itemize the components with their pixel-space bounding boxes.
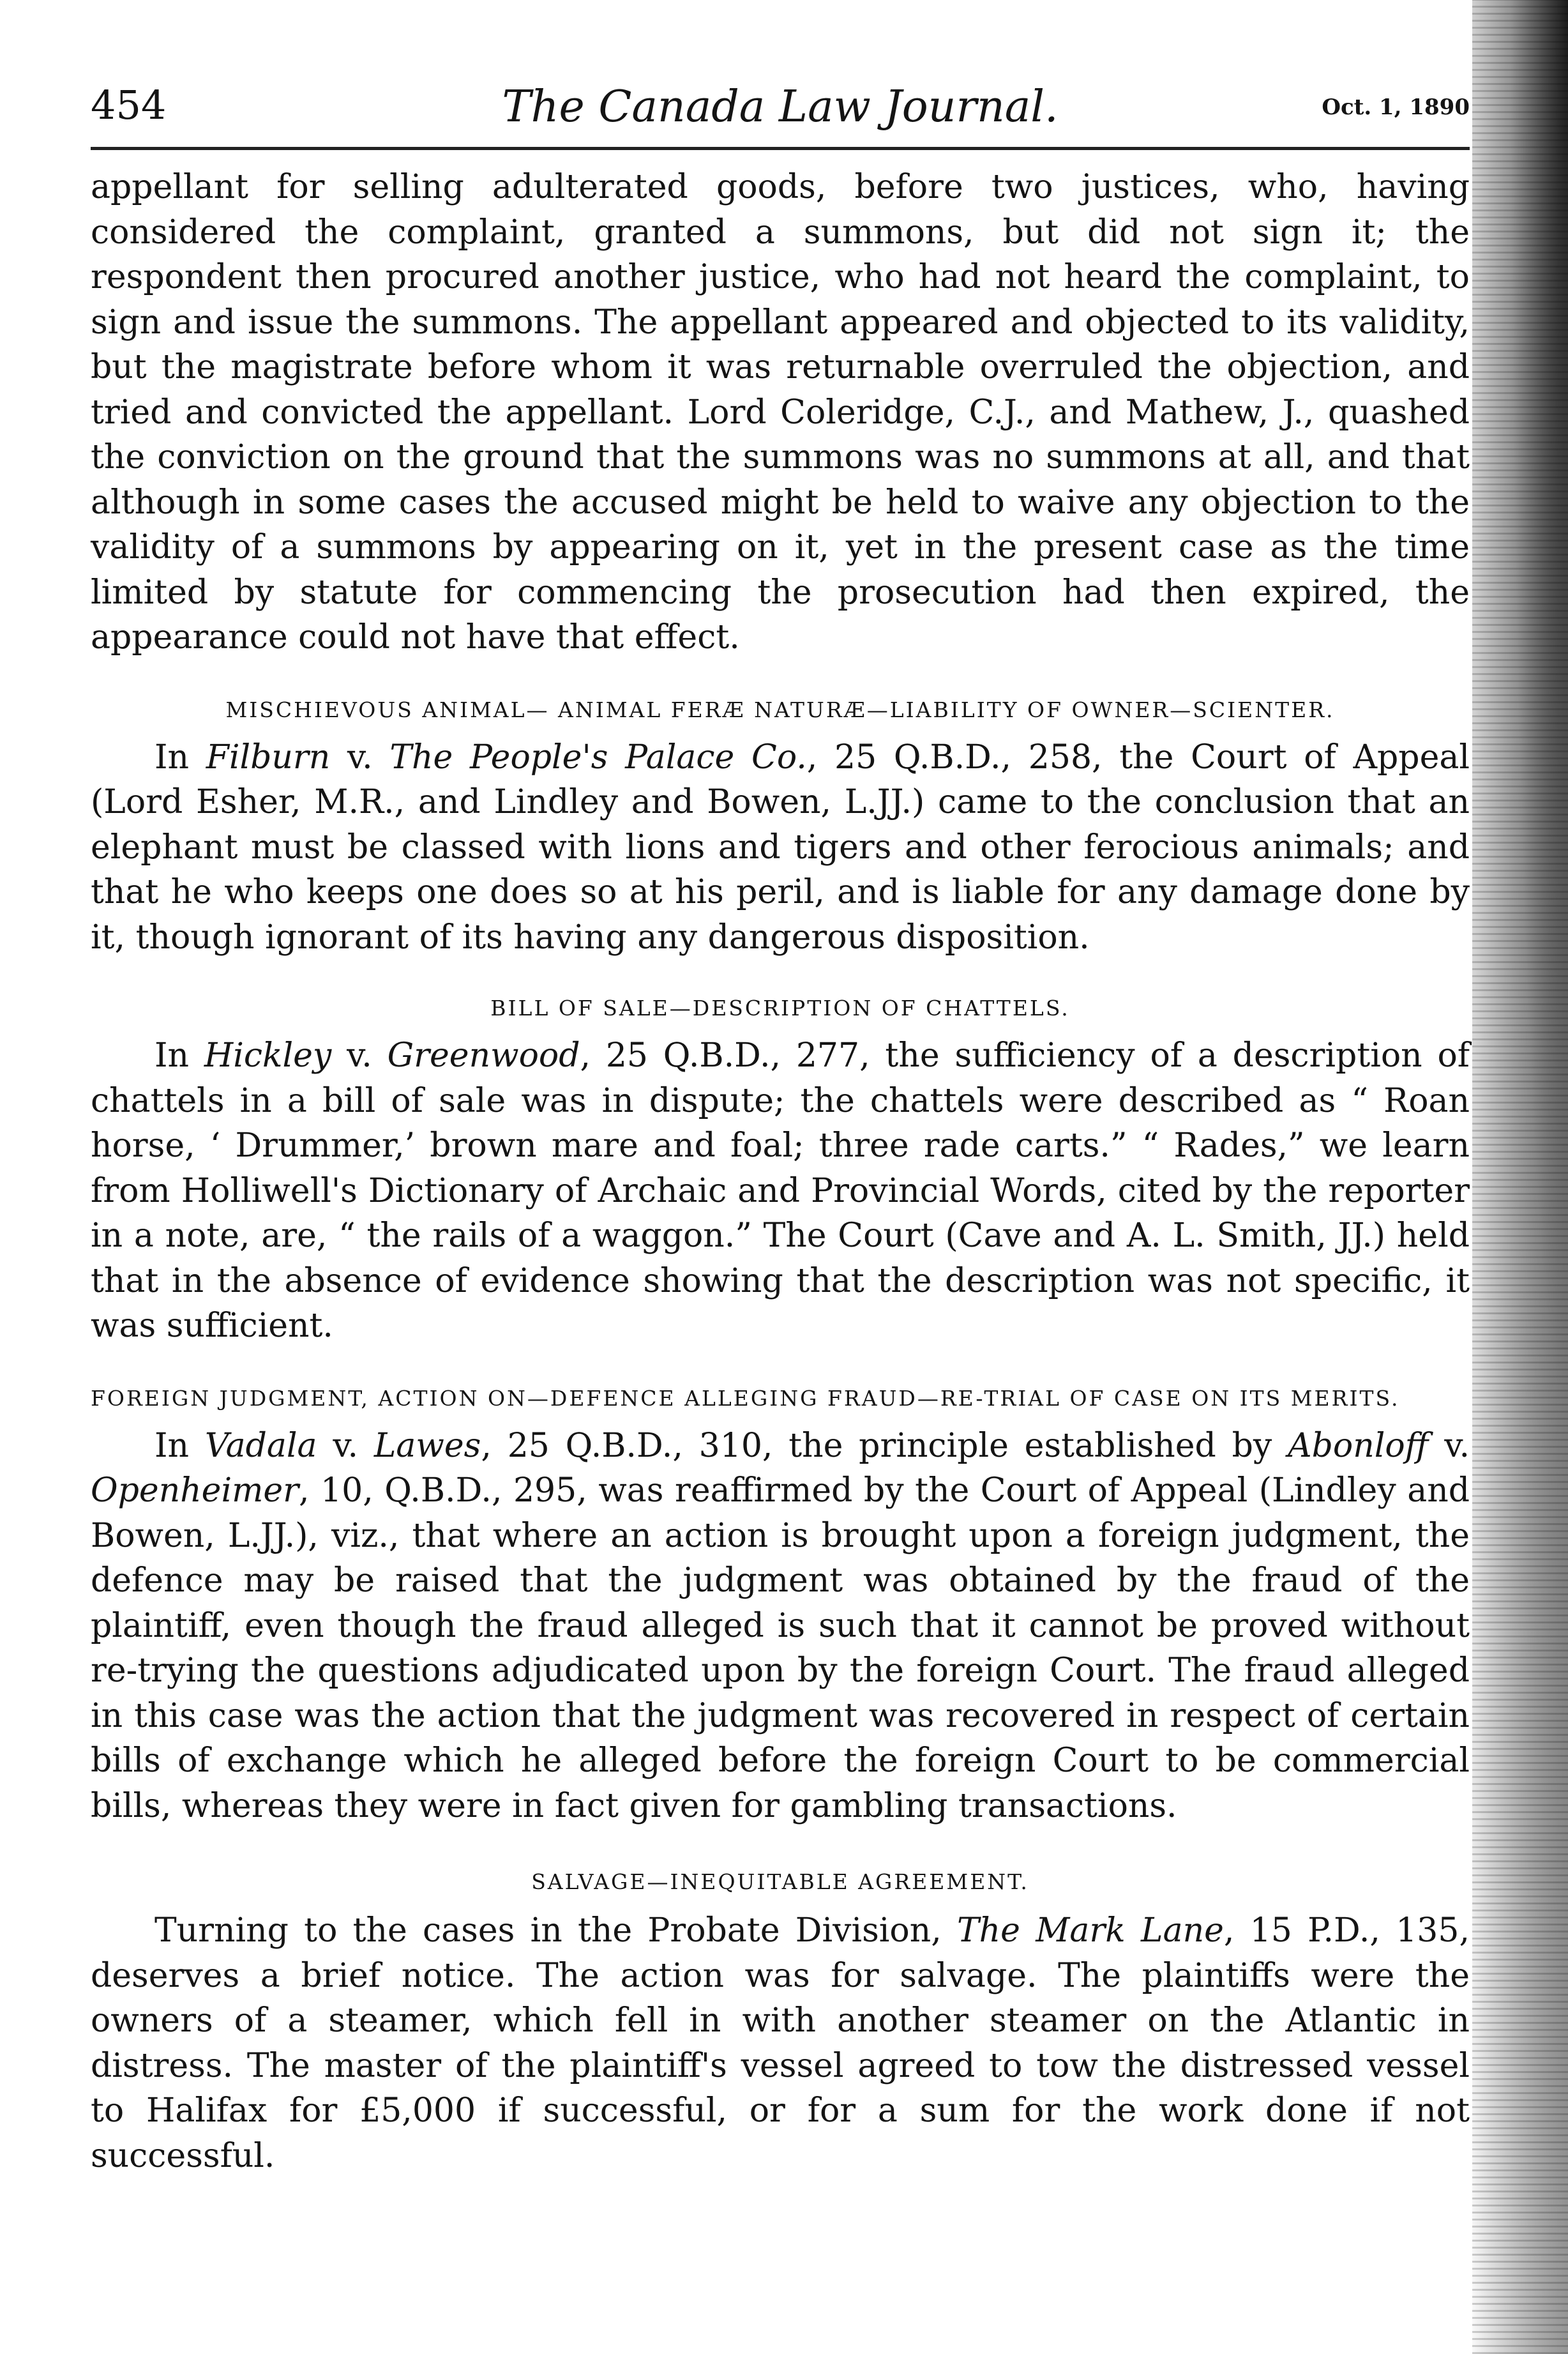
versus: v. (331, 1037, 388, 1075)
paragraph-mark-lane (91, 1908, 1470, 2178)
paragraph-hickley (91, 1033, 1470, 1349)
intro-paragraph: appellant for selling adulterated goods, before two justices, who, having considered the complaint, granted a summons, but did not sign it; the respondent then procured another justice, who had not heard the complaint, to sign and issue the summons. The appellant appeared and objected to its validity, but the magistrate before whom it was returnable overruled the objection, and tried and convicted the appellant. Lord Coleridge, C.J., and Mathew, J., quashed the conviction on the ground that the summons was no summons at all, and that although in some cases the accused might be held to waive any objection to the validity of a summons by appearing on it, yet in the present case as the time limited by statute for commencing the prosecution had then expired, the appearance could not have that effect. (91, 168, 1470, 657)
lead-text: Turning to the cases in the Probate Division, (155, 1911, 957, 1950)
lead-text: In (155, 1426, 205, 1465)
paragraph-text: , 25 Q.B.D., 258, the Court of Appeal (Lord Esher, M.R., and Lindley and Bowen, L.JJ.) came to the conclusion that an elephant must be classed with lions and tigers and other ferocious animals; and that he who keeps one does so at his peril, and is liable for any damage done by it, though ignorant of its having any dangerous disposition. (91, 738, 1470, 957)
paragraph-vadala (91, 1424, 1470, 1829)
case-name: Greenwood (387, 1037, 580, 1075)
case-name: The Mark Lane (956, 1911, 1224, 1950)
page-body (91, 165, 1470, 2178)
paragraph-text: , 15 P.D., 135, deserves a brief notice. The action was for salvage. The plaintiffs were the owners of a steamer, which fell in with another steamer on the Atlantic in distress. The master of the plaintiff's vessel agreed to tow the distressed vessel to Halifax for £5,000 if successful, or for a sum for the work done if not successful. (91, 1911, 1470, 2175)
paragraph-text: , 25 Q.B.D., 277, the sufficiency of a description of chattels in a bill of sale was in dispute; the chattels were described as “ Roan horse, ‘ Drummer,’ brown mare and foal; three rade carts.” “ Rades,” we learn from Holliwell's Dictionary of Archaic and Provincial Words, cited by the reporter in a note, are, “ the rails of a waggon.” The Court (Cave and A. L. Smith, JJ.) held that in the absence of evidence showing that the description was not specific, it was sufficient. (91, 1037, 1470, 1345)
case-name: Hickley (204, 1037, 332, 1075)
section-heading-foreign-judgment: FOREIGN JUDGMENT, ACTION ON—DEFENCE ALLEGING FRAUD—RE-TRIAL OF CASE ON ITS MERITS. (91, 1385, 1400, 1411)
versus: v. (1428, 1426, 1470, 1465)
issue-date: Oct. 1, 1890 (1322, 95, 1470, 120)
versus: v. (317, 1426, 374, 1465)
paragraph-text: , 25 Q.B.D., 310, the principle established by (481, 1426, 1288, 1465)
case-name: Vadala (204, 1426, 317, 1465)
case-name: Abonloff (1288, 1426, 1429, 1465)
section-heading-bill-of-sale: BILL OF SALE—DESCRIPTION OF CHATTELS. (490, 996, 1070, 1021)
paragraph-filburn (91, 735, 1470, 961)
running-title: The Canada Law Journal. (502, 82, 1059, 132)
lead-text: In (155, 738, 206, 777)
paragraph-text: , 10, Q.B.D., 295, was reaffirmed by the Court of Appeal (Lindley and Bowen, L.JJ.), viz., that where an action is brought upon a foreign judgment, the defence may be raised that the judgment was obtained by the fraud of the plaintiff, even though the fraud alleged is such that it cannot be proved without re-trying the questions adjudicated upon by the foreign Court. The fraud alleged in this case was the action that the judgment was recovered in respect of certain bills of exchange which he alleged before the foreign Court to be commercial bills, whereas they were in fact given for gambling transactions. (91, 1471, 1470, 1825)
header-rule (91, 147, 1470, 150)
lead-text: In (155, 1037, 204, 1075)
section-heading-mischievous-animal: MISCHIEVOUS ANIMAL— ANIMAL FERÆ NATURÆ—LIABILITY OF OWNER—SCIENTER. (225, 697, 1335, 722)
section-heading-salvage: SALVAGE—INEQUITABLE AGREEMENT. (531, 1869, 1029, 1894)
scan-edge-shadow (1472, 0, 1568, 2354)
case-name: Lawes (373, 1426, 481, 1465)
page-number: 454 (91, 82, 167, 128)
page-header (91, 75, 1470, 146)
case-name: The People's Palace Co. (389, 738, 807, 777)
versus: v. (330, 738, 390, 777)
case-name: Openheimer (91, 1471, 299, 1510)
case-name: Filburn (206, 738, 331, 777)
